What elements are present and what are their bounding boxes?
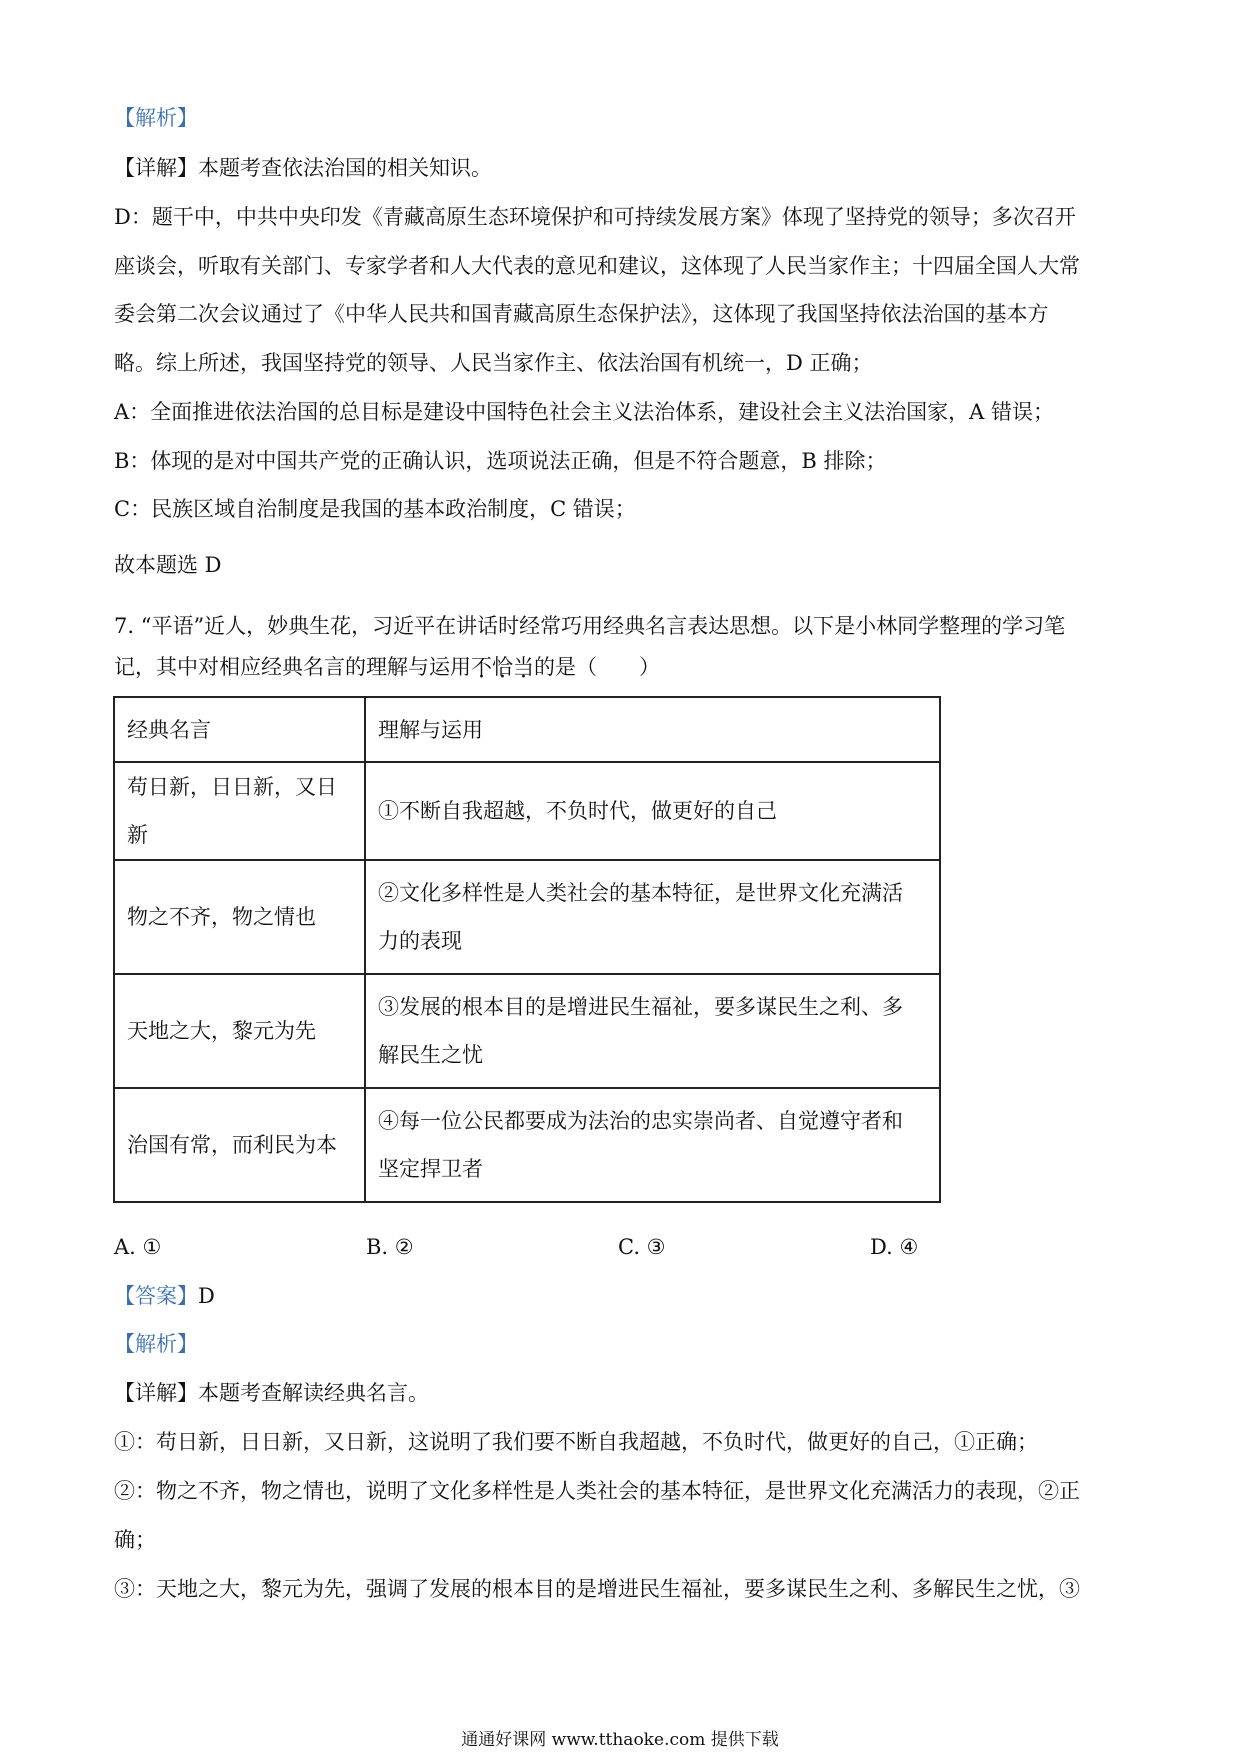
detail-paragraph (114, 1378, 429, 1408)
option-c: C. ③ (618, 1235, 666, 1259)
stem-text: 记，其中对相应经典名言的理解与运用 (114, 655, 471, 679)
detail-label: 【详解】 (114, 1381, 198, 1405)
table-row (114, 860, 940, 974)
question-7-stem-line1: 7. “平语”近人，妙典生花，习近平在讲话时经常巧用经典名言表达思想。以下是小林同学整理的学习笔 (114, 614, 1066, 638)
interpretation-line: ④每一位公民都要成为法治的忠实崇尚者、自觉遵守者和 (378, 1109, 903, 1133)
stem-text: 的是（ ） (534, 655, 660, 679)
option-d: D. ④ (870, 1235, 919, 1259)
table-row (114, 762, 940, 860)
emphasis-char: 不 (471, 655, 492, 679)
option-d-explanation-line: 略。综上所述，我国坚持党的领导、人民当家作主、依法治国有机统一，D 正确； (114, 351, 873, 375)
conclusion: 故本题选 D (114, 553, 222, 577)
interpretation-cell (365, 860, 940, 974)
explanation-line: ②：物之不齐，物之情也，说明了文化多样性是人类社会的基本特征，是世界文化充满活力的表现，②正 (114, 1479, 1080, 1503)
detail-text: 本题考查依法治国的相关知识。 (198, 156, 492, 180)
interpretation-line: ③发展的根本目的是增进民生福祉，要多谋民生之利、多 (378, 995, 903, 1019)
interpretation-line: 力的表现 (378, 929, 462, 953)
option-b: B. ② (366, 1235, 414, 1259)
interpretation-cell (365, 974, 940, 1088)
option-a-explanation: A：全面推进依法治国的总目标是建设中国特色社会主义法治体系，建设社会主义法治国家，A 错误； (114, 400, 1055, 424)
detail-label: 【详解】 (114, 156, 198, 180)
question-7-stem-line2 (114, 652, 660, 682)
option-d-explanation-line: 座谈会，听取有关部门、专家学者和人大代表的意见和建议，这体现了人民当家作主；十四届全国人大常 (114, 254, 1080, 278)
option-d-explanation-line: D：题干中，中共中央印发《青藏高原生态环境保护和可持续发展方案》体现了坚持党的领导；多次召开 (114, 205, 1076, 229)
option-b-explanation: B：体现的是对中国共产党的正确认识，选项说法正确，但是不符合题意，B 排除； (114, 449, 887, 473)
emphasis-char: 恰 (492, 655, 513, 679)
answer-label: 【答案】 (114, 1284, 198, 1308)
page-footer: 通通好课网 www.tthaoke.com 提供下载 (461, 1730, 779, 1750)
table-row (114, 1088, 940, 1202)
table-header-cell: 经典名言 (114, 697, 365, 762)
interpretation-line: 解民生之忧 (378, 1043, 483, 1067)
quote-cell: 物之不齐，物之情也 (114, 860, 365, 974)
quote-cell: 苟日新，日日新，又日新 (114, 762, 365, 860)
option-c-explanation: C：民族区域自治制度是我国的基本政治制度，C 错误； (114, 497, 636, 521)
table-header-row (114, 697, 940, 762)
table-row (114, 974, 940, 1088)
option-d-explanation-line: 委会第二次会议通过了《中华人民共和国青藏高原生态保护法》，这体现了我国坚持依法治国的基本方 (114, 302, 1049, 326)
option-a: A. ① (114, 1235, 162, 1259)
quote-cell: 天地之大，黎元为先 (114, 974, 365, 1088)
interpretation-line: ①不断自我超越，不负时代，做更好的自己 (378, 799, 777, 823)
answer-value: D (198, 1284, 215, 1308)
interpretation-cell (365, 1088, 940, 1202)
interpretation-line: 坚定捍卫者 (378, 1157, 483, 1181)
detail-paragraph (114, 153, 492, 183)
analysis-heading: 【解析】 (114, 106, 198, 130)
quotes-table (113, 696, 941, 1203)
explanation-line: ③：天地之大，黎元为先，强调了发展的根本目的是增进民生福祉，要多谋民生之利、多解民生之忧，③ (114, 1577, 1080, 1601)
explanation-line: ①：苟日新，日日新，又日新，这说明了我们要不断自我超越，不负时代，做更好的自己，①正确； (114, 1430, 1038, 1454)
emphasis-char: 当 (513, 655, 534, 679)
detail-text: 本题考查解读经典名言。 (198, 1381, 429, 1405)
analysis-heading: 【解析】 (114, 1332, 198, 1356)
table-header-cell: 理解与运用 (365, 697, 940, 762)
interpretation-cell (365, 762, 940, 860)
answer-line (114, 1281, 215, 1311)
interpretation-line: ②文化多样性是人类社会的基本特征，是世界文化充满活 (378, 881, 903, 905)
quote-cell: 治国有常，而利民为本 (114, 1088, 365, 1202)
explanation-line: 确； (114, 1528, 156, 1552)
